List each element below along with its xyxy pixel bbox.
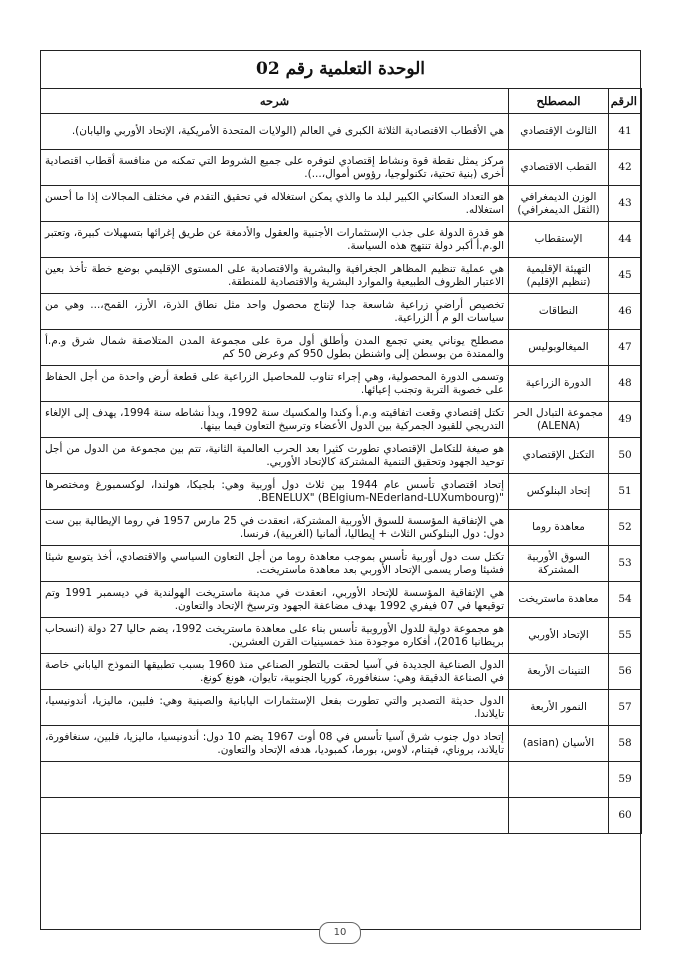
row-number: 45 [609,258,642,294]
row-term: الثالوث الإقتصادي [509,114,609,150]
row-term: التكتل الإقتصادي [509,438,609,474]
row-term: معاهدة ماستريخت [509,582,609,618]
row-term: مجموعة التبادل الحر (ALENA) [509,402,609,438]
row-term: الإتحاد الأوربي [509,618,609,654]
table-row [41,762,642,798]
row-explanation: هي عملية تنظيم المظاهر الجغرافية والبشرية والاقتصادية على المستوى الإقليمي بوضع خطة تأخذ بعين الاعتبار الظروف الطبيعية والموارد البشرية والاقتصادية للمنطقة. [41,258,509,294]
row-term: الوزن الديمغرافي (الثقل الديمغرافي) [509,186,609,222]
row-number: 60 [609,798,642,834]
row-explanation [41,762,509,798]
table-row [41,798,642,834]
row-explanation: مصطلح يوناني يعني تجمع المدن وأطلق أول مرة على مجموعة المدن المتلاصقة شمال شرق و.م.أ والممتدة من بوسطن إلى واشنطن بطول 950 كم وعرض 50 كم [41,330,509,366]
row-number: 53 [609,546,642,582]
header-number: الرقم [609,89,642,114]
row-number: 43 [609,186,642,222]
row-term: الإستقطاب [509,222,609,258]
row-term: التنينات الأربعة [509,654,609,690]
table-row [41,186,642,222]
row-number: 50 [609,438,642,474]
row-term: إتحاد البنلوكس [509,474,609,510]
row-term: القطب الاقتصادي [509,150,609,186]
row-explanation: هي الأقطاب الاقتصادية الثلاثة الكبرى في العالم (الولايات المتحدة الأمريكية، الإتحاد الأوربي واليابان). [41,114,509,150]
row-term [509,798,609,834]
row-number: 59 [609,762,642,798]
row-term: النمور الأربعة [509,690,609,726]
table-row [41,258,642,294]
row-number: 55 [609,618,642,654]
row-number: 44 [609,222,642,258]
row-explanation [41,798,509,834]
row-term: الميغالوبوليس [509,330,609,366]
row-term: التهيئة الإقليمية (تنظيم الإقليم) [509,258,609,294]
row-explanation: هي الإتفاقية المؤسسة للإتحاد الأوربي، انعقدت في مدينة ماستريخت الهولندية في ديسمبر 1991 وتم توقيعها في 07 فيفري 1992 بهدف مضاعفة الجهود وترسيخ الإتحاد والتعاون. [41,582,509,618]
row-number: 49 [609,402,642,438]
row-number: 46 [609,294,642,330]
table-row [41,330,642,366]
glossary-table [40,88,642,834]
row-explanation: تكتل ست دول أوربية تأسس بموجب معاهدة روما من أجل التعاون السياسي والاقتصادي، أخذ يتوسع شيئا فشيئا وصار يسمى الإتحاد الأوربي بعد معاهدة ماستريخت. [41,546,509,582]
table-row [41,654,642,690]
row-number: 57 [609,690,642,726]
table-body [41,114,642,834]
header-explanation: شرحه [41,89,509,114]
row-explanation: هي الإتفاقية المؤسسة للسوق الأوربية المشتركة، انعقدت في 25 مارس 1957 في روما الإيطالية بين ست دول: دول البنلوكس الثلاث + إيطاليا، ألمانيا (الغربية)، فرنسا. [41,510,509,546]
table-row [41,474,642,510]
page-number: 10 [319,922,361,944]
row-number: 54 [609,582,642,618]
table-row [41,438,642,474]
row-explanation: الدول حديثة التصدير والتي تطورت بفعل الإستثمارات اليابانية والصينية وهي: فلبين، ماليزيا، أندونيسيا، تايلاندا. [41,690,509,726]
header-term: المصطلح [509,89,609,114]
row-number: 51 [609,474,642,510]
row-explanation: وتسمى الدورة المحصولية، وهي إجراء تناوب للمحاصيل الزراعية على قطعة أرض واحدة من أجل الحفاظ على خصوبة التربة وتجنب إعيائها. [41,366,509,402]
table-row [41,690,642,726]
row-explanation: هو صيغة للتكامل الإقتصادي تطورت كثيرا بعد الحرب العالمية الثانية، تتم بين مجموعة من الدول من أجل توحيد الجهود وتحقيق التنمية المشتركة كالإتحاد الأوربي. [41,438,509,474]
row-explanation: هو قدرة الدولة على جذب الإستثمارات الأجنبية والعقول والأدمغة عن طريق إغرائها بتسهيلات كبيرة، وتعتبر الو.م.أ أكبر دولة تنتهج هذه السياسة. [41,222,509,258]
row-term: الأسيان (asian) [509,726,609,762]
row-explanation: الدول الصناعية الجديدة في آسيا لحقت بالتطور الصناعي منذ 1960 بسبب تطبيقها النموذج الياباني خاصة في الصناعة الدقيقة وهي: سنغافورة، كوريا الجنوبية، تايوان، هونغ كونغ. [41,654,509,690]
table-row [41,222,642,258]
row-explanation: هو مجموعة دولية للدول الأوروبية تأسس بناء على معاهدة ماستريخت 1992، يضم حاليا 27 دولة (انسحاب بريطانيا 2016)، أفكاره موجودة منذ خمسينيات القرن العشرين. [41,618,509,654]
table-header-row [41,89,642,114]
row-number: 56 [609,654,642,690]
table-row [41,150,642,186]
table-row [41,726,642,762]
row-number: 52 [609,510,642,546]
row-number: 48 [609,366,642,402]
row-term: معاهدة روما [509,510,609,546]
table-row [41,546,642,582]
table-row [41,618,642,654]
row-number: 47 [609,330,642,366]
table-row [41,114,642,150]
row-term: الدورة الزراعية [509,366,609,402]
row-explanation: إتحاد دول جنوب شرق آسيا تأسس في 08 أوت 1967 يضم 10 دول: أندونيسيا، ماليزيا، فلبين، سنغافورة، تايلاند، بروناي، فيتنام، لاوس، بورما، كمبوديا، هدفه الإتحاد والتعاون. [41,726,509,762]
row-explanation: مركز يمثل نقطة قوة ونشاط إقتصادي لتوفره على جميع الشروط التي تمكنه من منافسة أقطاب اقتصادية أخرى (بنية تحتية، تكنولوجيا، رؤوس أموال،...). [41,150,509,186]
row-explanation: هو التعداد السكاني الكبير لبلد ما والذي يمكن استغلاله في تحقيق التقدم في مختلف المجالات إذا ما أحسن استغلاله. [41,186,509,222]
table-row [41,582,642,618]
row-term [509,762,609,798]
row-term: النطاقات [509,294,609,330]
unit-title: الوحدة التعلمية رقم 02 [255,59,426,79]
table-row [41,294,642,330]
table-row [41,510,642,546]
table-row [41,366,642,402]
row-number: 42 [609,150,642,186]
row-number: 58 [609,726,642,762]
row-term: السوق الأوربية المشتركة [509,546,609,582]
row-number: 41 [609,114,642,150]
row-explanation: تخصيص أراضي زراعية شاسعة جدا لإنتاج محصول واحد مثل نطاق الذرة، الأرز، القمح،... وهي من سياسات الو م أ الزراعية. [41,294,509,330]
row-explanation: إتحاد اقتصادي تأسس عام 1944 بين ثلاث دول أوربية وهي: بلجيكا، هولندا، لوكسمبورغ ومختصرها "BENELUX" (BElgium-NEderland-LUXumbourg). [41,474,509,510]
table-row [41,402,642,438]
row-explanation: تكتل إقتصادي وقعت اتفاقيته و.م.أ وكندا والمكسيك سنة 1992، وبدأ نشاطه سنة 1994، يهدف إلى الإلغاء التدريجي للقيود الجمركية بين الدول الأعضاء وترسيخ التعاون فيما بينها. [41,402,509,438]
